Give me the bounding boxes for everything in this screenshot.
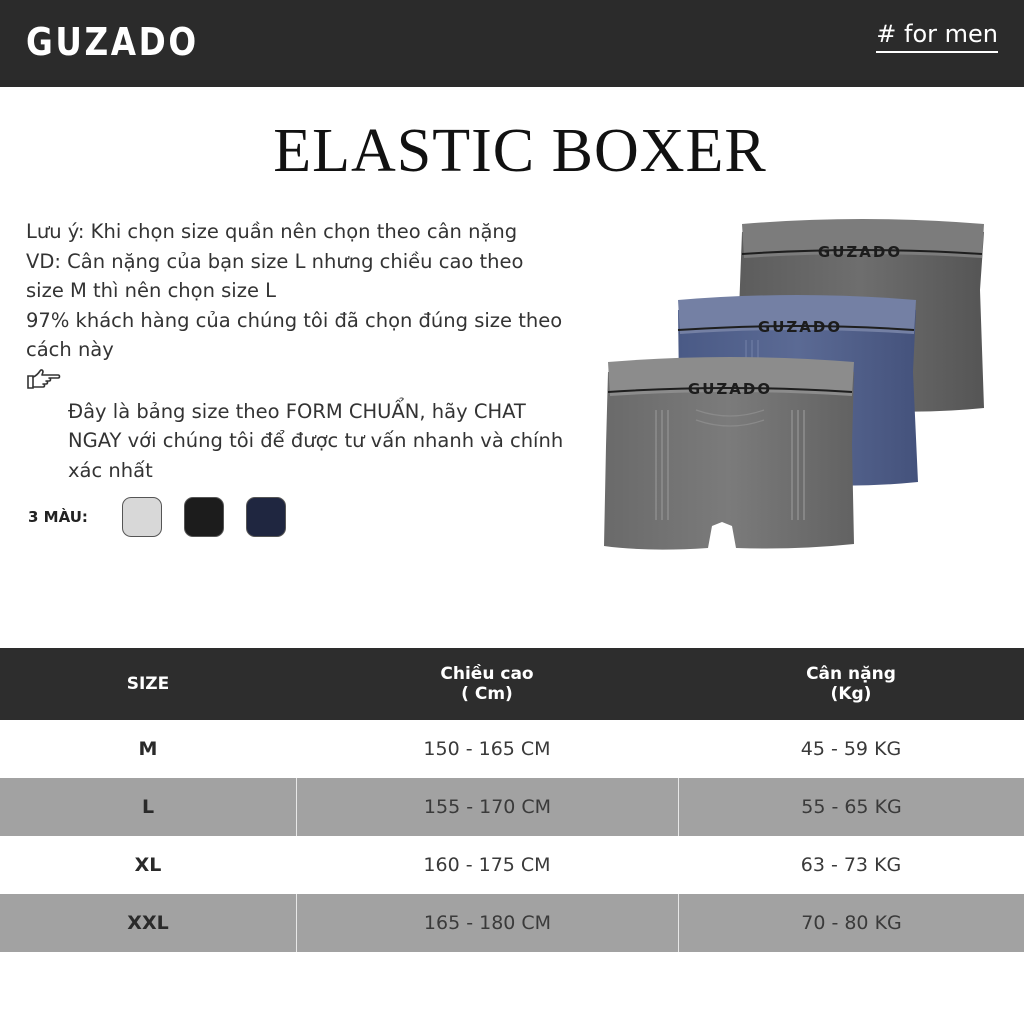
header-weight [678, 648, 1024, 720]
colors-label: 3 MÀU: [28, 508, 88, 526]
size-table [0, 648, 1024, 952]
color-options [28, 497, 308, 537]
cell-weight: 63 - 73 KG [800, 854, 902, 876]
cell-height: 160 - 175 CM [423, 854, 551, 876]
header-label: SIZE [126, 674, 170, 694]
cell-size: XXL [127, 912, 169, 934]
cell-size: L [141, 796, 155, 818]
pointing-hand-icon [26, 367, 566, 397]
cell-size: M [138, 738, 158, 760]
color-swatch-gray[interactable] [122, 497, 162, 537]
header-bar [0, 0, 1024, 87]
header-unit: (Kg) [830, 684, 872, 704]
cell-size: XL [134, 854, 162, 876]
cell-height: 150 - 165 CM [423, 738, 551, 760]
cell-weight: 55 - 65 KG [678, 778, 1024, 836]
boxer-gray [604, 357, 854, 550]
header-unit: ( Cm) [461, 684, 513, 704]
tagline-link[interactable]: # for men [876, 20, 998, 53]
waistband-text: GUZADO [757, 318, 843, 336]
color-swatch-navy[interactable] [246, 497, 286, 537]
note-line: 97% khách hàng của chúng tôi đã chọn đúng size theo cách này [26, 308, 563, 362]
table-row [0, 836, 1024, 894]
cell-weight: 70 - 80 KG [678, 894, 1024, 952]
cell-weight: 45 - 59 KG [800, 738, 902, 760]
header-label: Chiều cao [440, 664, 534, 684]
table-row [0, 894, 1024, 952]
size-note [26, 217, 566, 485]
header-size [0, 648, 296, 720]
waistband-text: GUZADO [687, 380, 773, 398]
note-line: VD: Cân nặng của bạn size L nhưng chiều cao theo size M thì nên chọn size L [26, 249, 524, 303]
table-row [0, 778, 1024, 836]
note-tip: Đây là bảng size theo FORM CHUẨN, hãy CHAT NGAY với chúng tôi để được tư vấn nhanh và chính xác nhất [68, 399, 564, 482]
brand-logo: GUZADO [26, 20, 199, 64]
table-header [0, 648, 1024, 720]
color-swatch-black[interactable] [184, 497, 224, 537]
product-image [596, 210, 1006, 570]
product-title: ELASTIC BOXER [273, 117, 767, 185]
cell-height: 155 - 170 CM [296, 778, 678, 836]
header-height [296, 648, 678, 720]
cell-height: 165 - 180 CM [296, 894, 678, 952]
header-label: Cân nặng [806, 664, 896, 684]
note-line: Lưu ý: Khi chọn size quần nên chọn theo cân nặng [26, 220, 518, 243]
table-row [0, 720, 1024, 778]
waistband-text: GUZADO [817, 243, 903, 261]
